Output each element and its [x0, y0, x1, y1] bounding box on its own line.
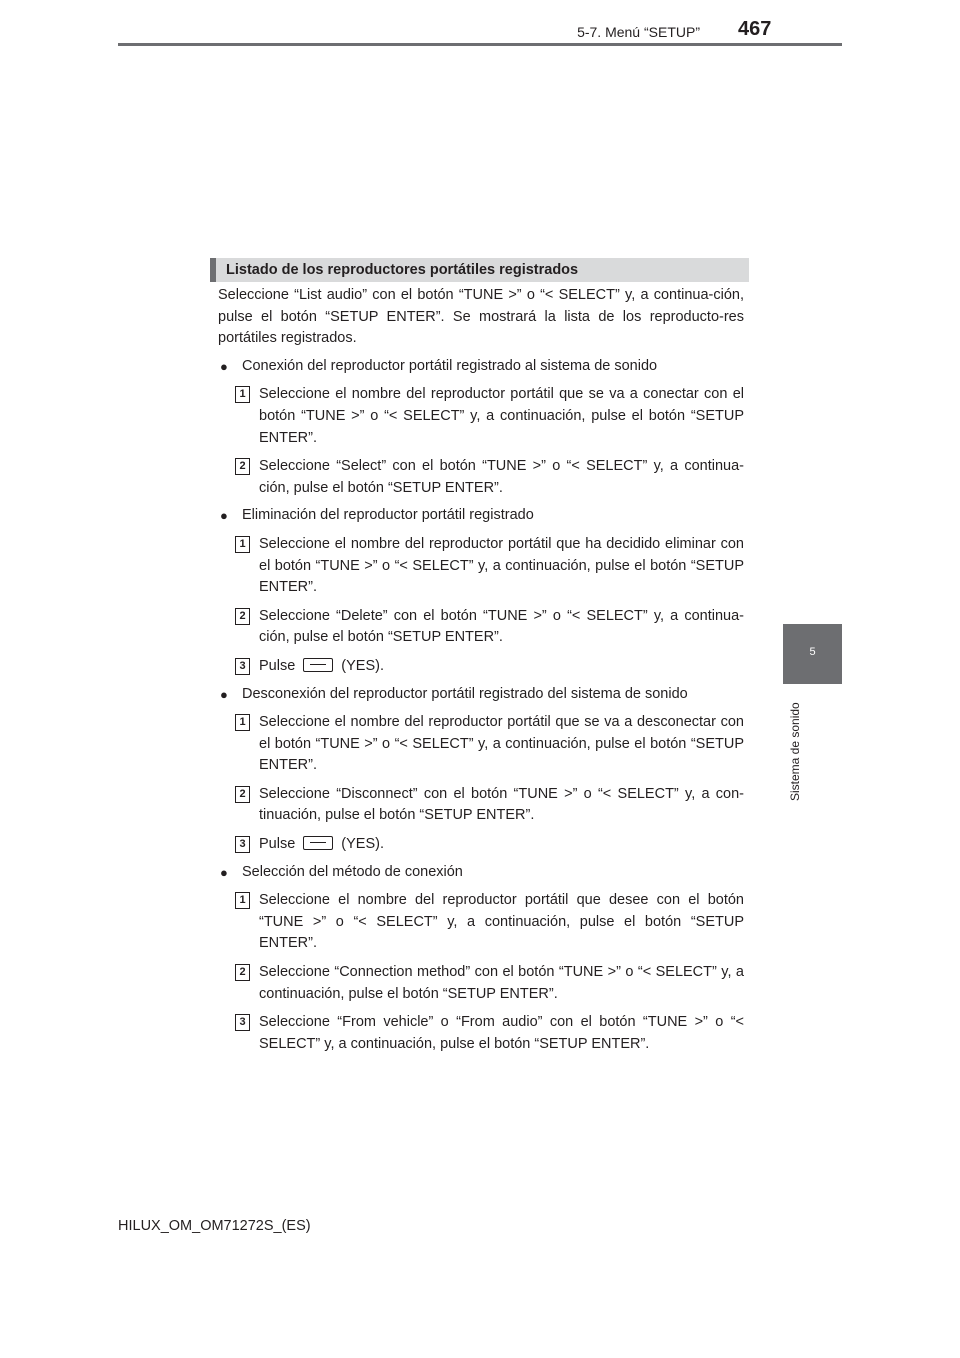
step-text: Seleccione el nombre del reproductor portátil que se va a desconectar con el botón “TUNE >” o “< SELECT” y, a continuación, pulse el botón “SETUP ENTER”.	[259, 714, 744, 774]
bullet-item	[218, 505, 744, 527]
step-text: Seleccione “From vehicle” o “From audio” con el botón “TUNE >” o “< SELECT” y, a continuación, pulse el botón “SETUP ENTER”.	[259, 1014, 744, 1052]
step-item	[218, 712, 744, 777]
bullet-icon: ●	[220, 508, 228, 524]
step-number: 3	[235, 658, 250, 675]
step-number: 1	[235, 714, 250, 731]
footer-doc-code: HILUX_OM_OM71272S_(ES)	[118, 1218, 311, 1234]
minus-button-icon	[303, 658, 333, 672]
minus-button-icon	[303, 836, 333, 850]
section-heading: Listado de los reproductores portátiles registrados	[210, 258, 749, 282]
section-delete	[218, 505, 744, 677]
step-number: 2	[235, 608, 250, 625]
bullet-text: Eliminación del reproductor portátil registrado	[242, 507, 534, 524]
bullet-text: Selección del método de conexión	[242, 863, 463, 880]
section-connection-method	[218, 862, 744, 1056]
page-number: 467	[738, 18, 772, 40]
step-number: 1	[235, 892, 250, 909]
step-item	[218, 656, 744, 678]
step-number: 2	[235, 786, 250, 803]
intro-paragraph: Seleccione “List audio” con el botón “TUNE >” o “< SELECT” y, a continua-ción, pulse el botón “SETUP ENTER”. Se mostrará la lista de los reproducto-res portátiles registrados.	[218, 287, 744, 347]
step-number: 3	[235, 1014, 250, 1031]
step-text-pre: Pulse	[259, 657, 296, 674]
step-item	[218, 456, 744, 499]
step-item	[218, 890, 744, 955]
step-item	[218, 606, 744, 649]
bullet-item	[218, 684, 744, 706]
bullet-icon: ●	[220, 358, 228, 374]
step-text: Seleccione el nombre del reproductor portátil que ha decidido eliminar con el botón “TUNE >” o “< SELECT” y, a continuación, pulse el botón “SETUP ENTER”.	[259, 535, 744, 596]
step-text: Seleccione “Select” con el botón “TUNE >” o “< SELECT” y, a continua-ción, pulse el botón “SETUP ENTER”.	[259, 458, 744, 496]
content-body	[218, 285, 744, 1055]
step-number: 3	[235, 836, 250, 853]
chapter-number: 5	[809, 646, 816, 658]
header-rule	[118, 43, 842, 46]
step-text: Seleccione el nombre del reproductor portátil que desee con el botón “TUNE >” o “< SELECT” y, a continuación, pulse el botón “SETUP ENTER”.	[259, 892, 744, 952]
step-number: 2	[235, 964, 250, 981]
bullet-icon: ●	[220, 864, 228, 880]
step-text-pre: Pulse	[259, 836, 296, 853]
section-connect	[218, 356, 744, 500]
section-disconnect	[218, 684, 744, 856]
step-text-post: (YES).	[341, 657, 384, 674]
step-number: 1	[235, 536, 250, 553]
bullet-item	[218, 356, 744, 378]
step-text-post: (YES).	[341, 836, 384, 853]
step-text: Seleccione “Disconnect” con el botón “TUNE >” o “< SELECT” y, a con-tinuación, pulse el botón “SETUP ENTER”.	[259, 785, 744, 824]
chapter-label-text: Sistema de sonido	[788, 702, 802, 801]
step-text: Seleccione “Delete” con el botón “TUNE >” o “< SELECT” y, a continua-ción, pulse el botón “SETUP ENTER”.	[259, 607, 744, 646]
step-text: Seleccione “Connection method” con el botón “TUNE >” o “< SELECT” y, a continuación, pulse el botón “SETUP ENTER”.	[259, 964, 744, 1002]
bullet-text: Desconexión del reproductor portátil registrado del sistema de sonido	[242, 685, 688, 702]
step-number: 2	[235, 458, 250, 475]
step-item	[218, 1012, 744, 1055]
step-number: 1	[235, 386, 250, 403]
header-section-title: 5-7. Menú “SETUP”	[577, 24, 700, 40]
chapter-tab	[783, 624, 842, 684]
bullet-text: Conexión del reproductor portátil registrado al sistema de sonido	[242, 357, 658, 374]
bullet-item	[218, 862, 744, 884]
step-item	[218, 534, 744, 599]
step-item	[218, 784, 744, 827]
bullet-icon: ●	[220, 686, 228, 702]
step-item	[218, 962, 744, 1005]
chapter-label	[772, 686, 812, 806]
step-item	[218, 384, 744, 449]
step-text: Seleccione el nombre del reproductor portátil que se va a conectar con el botón “TUNE >” o “< SELECT” y, a continuación, pulse el botón “SETUP ENTER”.	[259, 386, 744, 446]
step-item	[218, 834, 744, 856]
